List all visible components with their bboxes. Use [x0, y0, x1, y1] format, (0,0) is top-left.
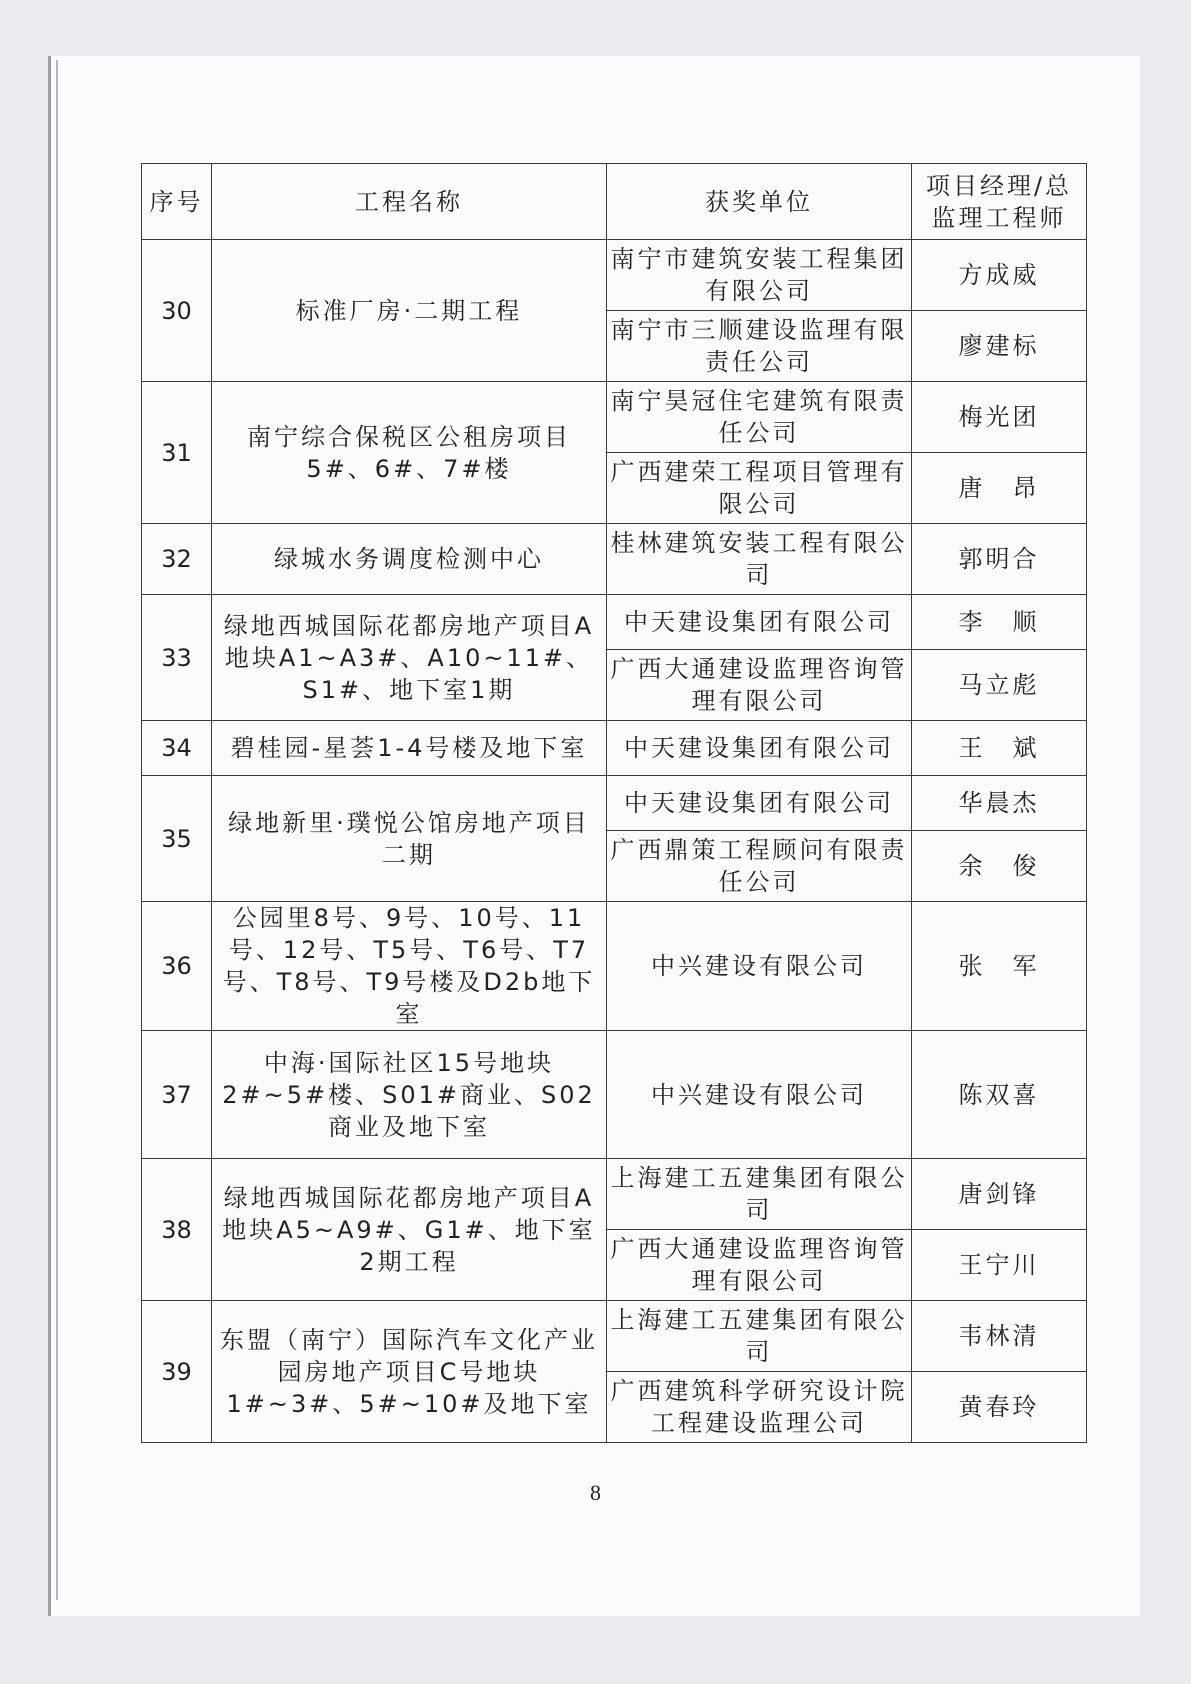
project-name: 绿地西城国际花都房地产项目A地块A5~A9#、G1#、地下室2期工程: [212, 1159, 607, 1301]
manager-name: 韦林清: [912, 1301, 1087, 1372]
award-unit: 广西建筑科学研究设计院工程建设监理公司: [607, 1372, 912, 1443]
table-row: [142, 595, 1087, 650]
table-row: [142, 1301, 1087, 1372]
manager-name: 梅光团: [912, 382, 1087, 453]
manager-name: 方成威: [912, 240, 1087, 311]
manager-name: 王 斌: [912, 721, 1087, 776]
table-row: [142, 382, 1087, 453]
award-unit: 中天建设集团有限公司: [607, 776, 912, 831]
row-no: 33: [142, 595, 212, 721]
row-no: 37: [142, 1031, 212, 1159]
awards-table: [141, 163, 1087, 1443]
table-row: [142, 524, 1087, 595]
award-unit: 桂林建筑安装工程有限公司: [607, 524, 912, 595]
row-no: 39: [142, 1301, 212, 1443]
manager-name: 陈双喜: [912, 1031, 1087, 1159]
row-no: 38: [142, 1159, 212, 1301]
header-no: 序号: [142, 164, 212, 240]
award-unit: 广西大通建设监理咨询管理有限公司: [607, 650, 912, 721]
table-row: [142, 240, 1087, 311]
project-name: 绿地西城国际花都房地产项目A地块A1~A3#、A10~11#、S1#、地下室1期: [212, 595, 607, 721]
table-row: [142, 776, 1087, 831]
manager-name: 郭明合: [912, 524, 1087, 595]
header-unit: 获奖单位: [607, 164, 912, 240]
manager-name: 华晨杰: [912, 776, 1087, 831]
award-unit: 南宁市三顺建设监理有限责任公司: [607, 311, 912, 382]
project-name: 碧桂园-星荟1-4号楼及地下室: [212, 721, 607, 776]
award-unit: 南宁市建筑安装工程集团有限公司: [607, 240, 912, 311]
page-number: 8: [590, 1480, 601, 1505]
manager-name: 马立彪: [912, 650, 1087, 721]
project-name: 标准厂房·二期工程: [212, 240, 607, 382]
award-unit: 中兴建设有限公司: [607, 902, 912, 1031]
table-row: [142, 1159, 1087, 1230]
table-row: [142, 902, 1087, 1031]
award-unit: 广西大通建设监理咨询管理有限公司: [607, 1230, 912, 1301]
page-binding-edge: [56, 60, 58, 1600]
manager-name: 张 军: [912, 902, 1087, 1031]
header-manager: 项目经理/总监理工程师: [912, 164, 1087, 240]
manager-name: 唐剑锋: [912, 1159, 1087, 1230]
row-no: 30: [142, 240, 212, 382]
award-unit: 上海建工五建集团有限公司: [607, 1159, 912, 1230]
row-no: 34: [142, 721, 212, 776]
project-name: 南宁综合保税区公租房项目5#、6#、7#楼: [212, 382, 607, 524]
row-no: 32: [142, 524, 212, 595]
project-name: 绿地新里·璞悦公馆房地产项目二期: [212, 776, 607, 902]
project-name: 东盟（南宁）国际汽车文化产业园房地产项目C号地块1#~3#、5#~10#及地下室: [212, 1301, 607, 1443]
award-unit: 中天建设集团有限公司: [607, 595, 912, 650]
project-name: 绿城水务调度检测中心: [212, 524, 607, 595]
award-unit: 中兴建设有限公司: [607, 1031, 912, 1159]
project-name: 公园里8号、9号、10号、11号、12号、T5号、T6号、T7号、T8号、T9号楼及D2b地下室: [212, 902, 607, 1031]
manager-name: 王宁川: [912, 1230, 1087, 1301]
manager-name: 余 俊: [912, 831, 1087, 902]
row-no: 35: [142, 776, 212, 902]
row-no: 36: [142, 902, 212, 1031]
table-row: [142, 1031, 1087, 1159]
table-row: [142, 721, 1087, 776]
award-unit: 广西建荣工程项目管理有限公司: [607, 453, 912, 524]
award-unit: 中天建设集团有限公司: [607, 721, 912, 776]
project-name: 中海·国际社区15号地块2#~5#楼、S01#商业、S02商业及地下室: [212, 1031, 607, 1159]
award-unit: 上海建工五建集团有限公司: [607, 1301, 912, 1372]
manager-name: 黄春玲: [912, 1372, 1087, 1443]
manager-name: 李 顺: [912, 595, 1087, 650]
award-unit: 广西鼎策工程顾问有限责任公司: [607, 831, 912, 902]
award-unit: 南宁昊冠住宅建筑有限责任公司: [607, 382, 912, 453]
manager-name: 廖建标: [912, 311, 1087, 382]
row-no: 31: [142, 382, 212, 524]
manager-name: 唐 昂: [912, 453, 1087, 524]
table-header-row: [142, 164, 1087, 240]
header-name: 工程名称: [212, 164, 607, 240]
